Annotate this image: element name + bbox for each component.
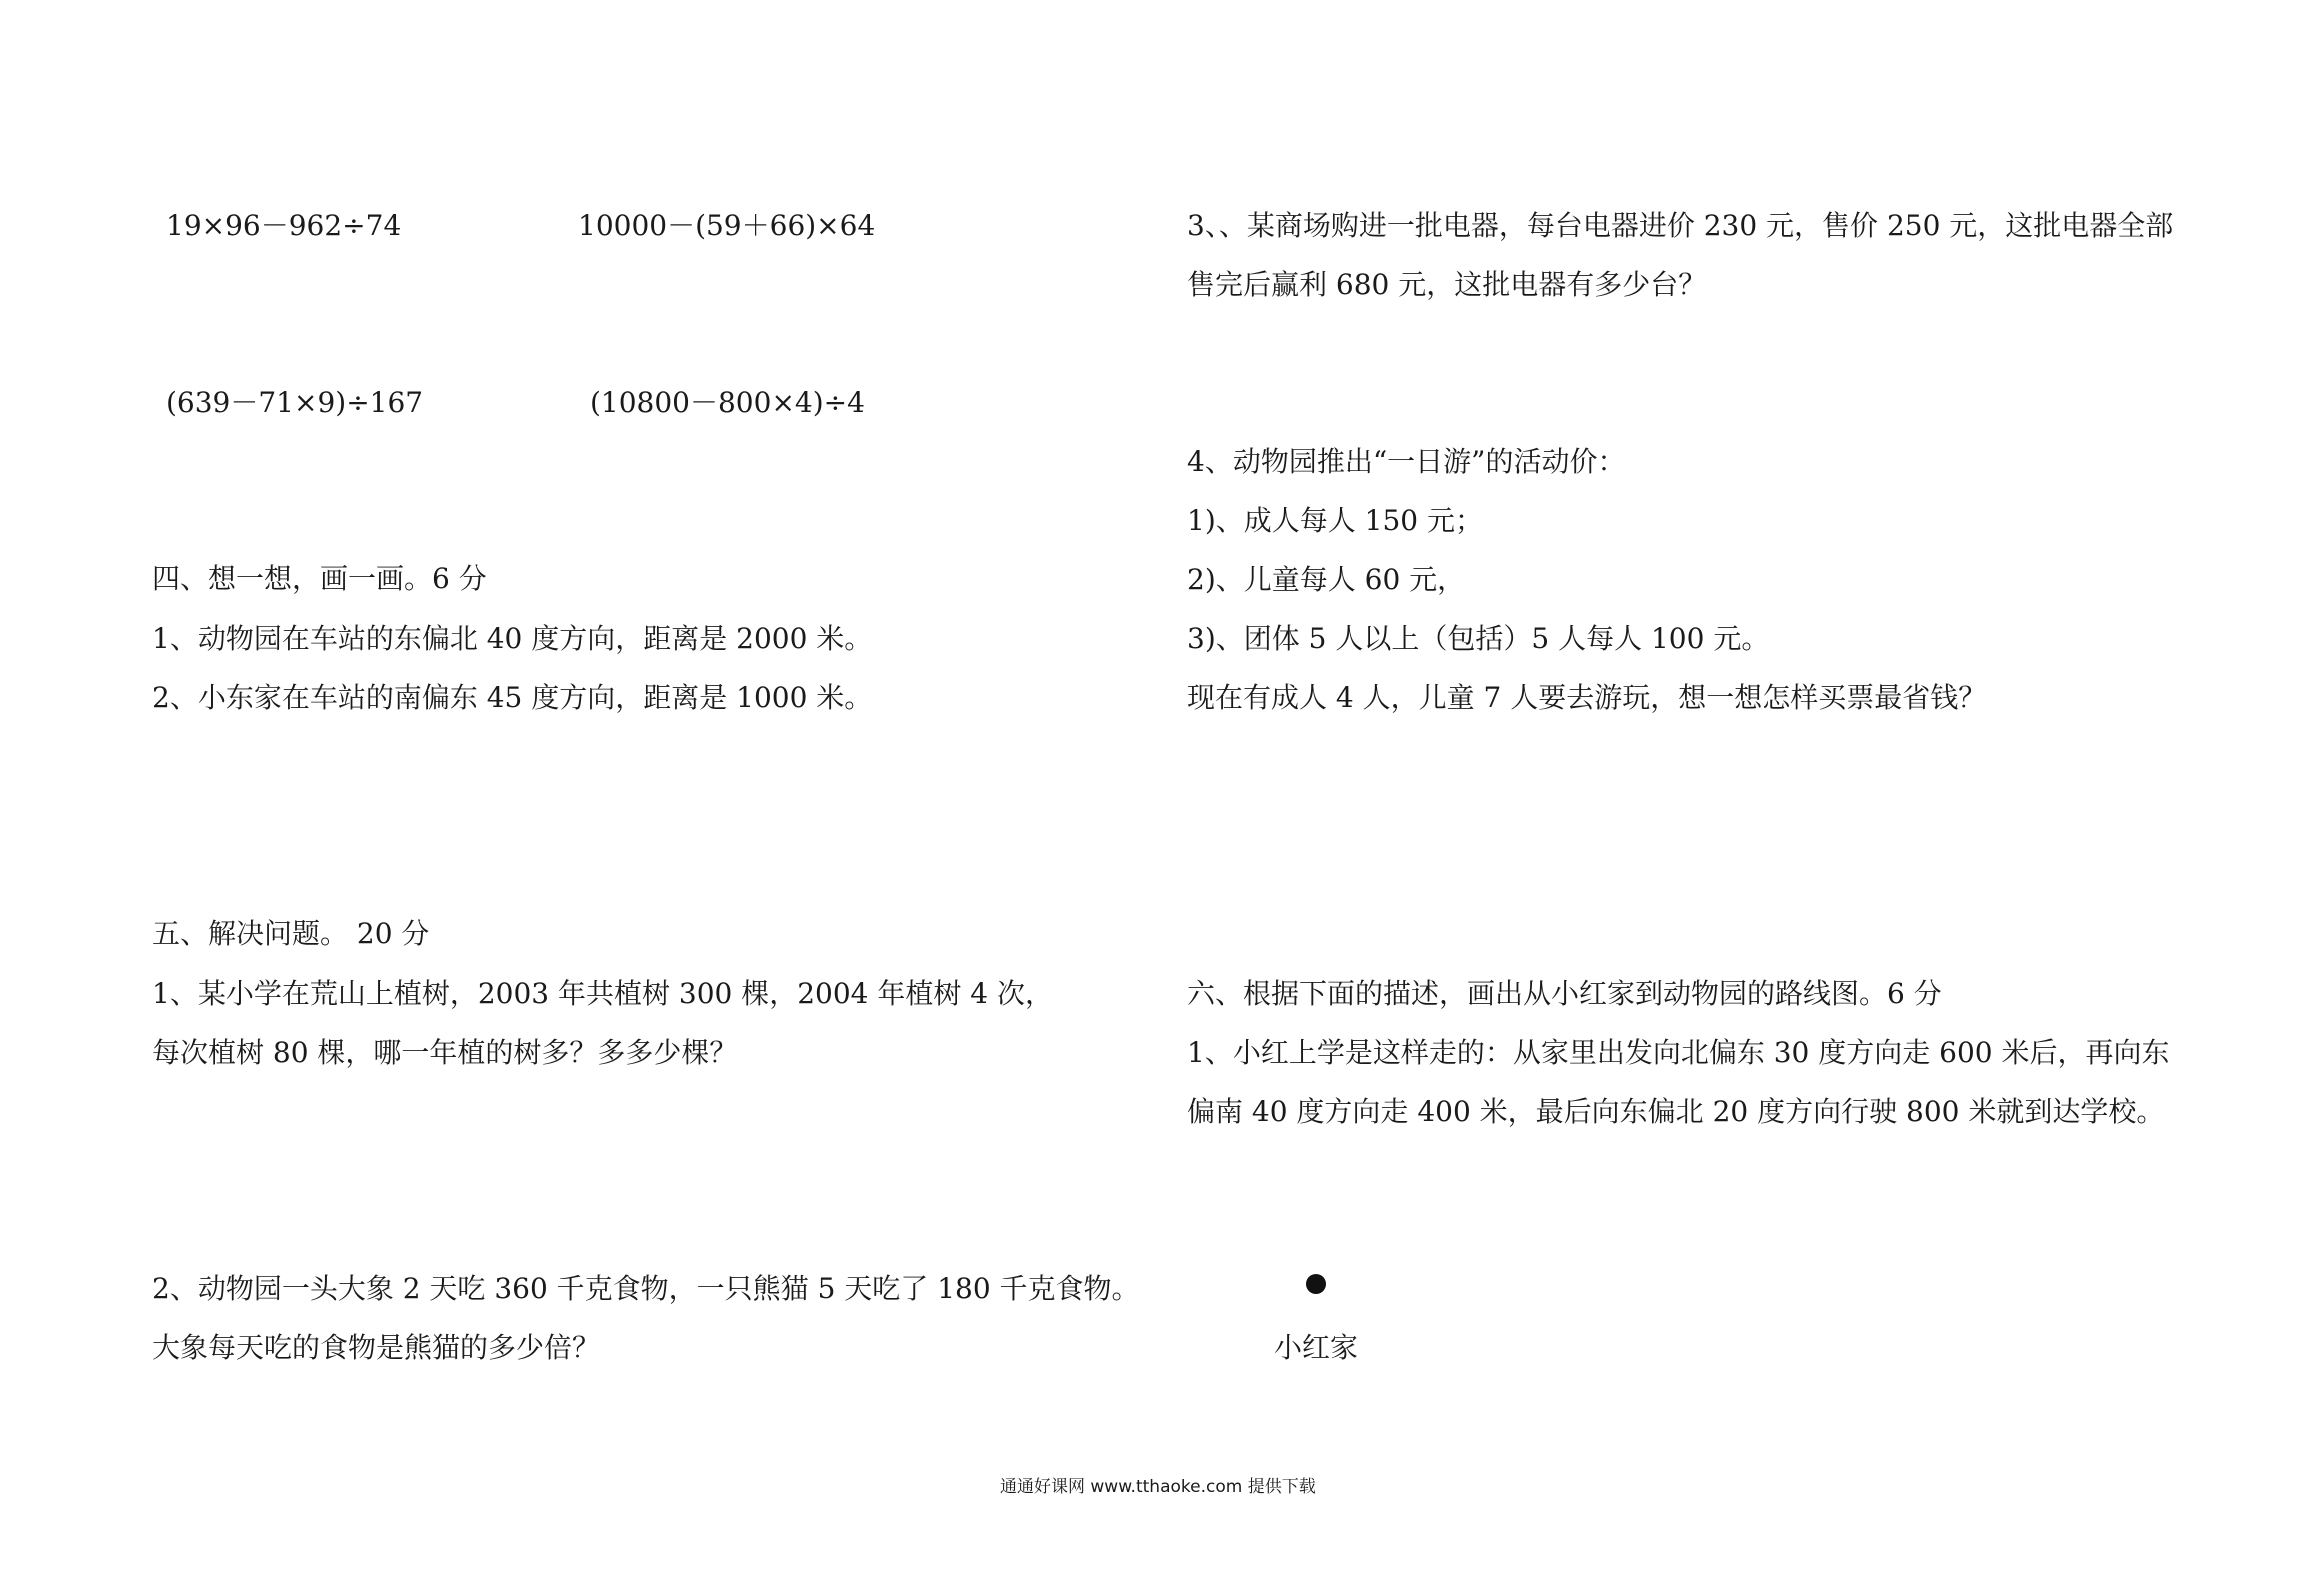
home-label: 小红家 — [1274, 1331, 1359, 1364]
section5-question-2-line1: 2、动物园一头大象 2 天吃 360 千克食物，一只熊猫 5 天吃了 180 千克食物。 — [152, 1272, 1140, 1305]
section5-question-2-line2: 大象每天吃的食物是熊猫的多少倍？ — [152, 1331, 601, 1364]
page-footer: 通通好课网 www.tthaoke.com 提供下载 — [1000, 1477, 1316, 1497]
section4-heading: 四、想一想，画一画。6 分 — [152, 562, 487, 595]
section6-question-1-line2: 偏南 40 度方向走 400 米，最后向东偏北 20 度方向行驶 800 米就到达学校。 — [1187, 1095, 2165, 1128]
section4-question-1: 1、动物园在车站的东偏北 40 度方向，距离是 2000 米。 — [152, 622, 873, 655]
question-4-question: 现在有成人 4 人，儿童 7 人要去游玩，想一想怎样买票最省钱？ — [1187, 681, 1987, 714]
section6-heading: 六、根据下面的描述，画出从小红家到动物园的路线图。6 分 — [1187, 977, 1942, 1010]
question-4-intro: 4、动物园推出“一日游”的活动价： — [1187, 445, 1626, 478]
question-3-line2: 售完后赢利 680 元，这批电器有多少台？ — [1187, 268, 1707, 301]
question-4-option-3: 3)、团体 5 人以上（包括）5 人每人 100 元。 — [1187, 622, 1770, 655]
calc-expression-2: 10000－(59＋66)×64 — [578, 209, 876, 242]
section5-question-1-line1: 1、某小学在荒山上植树，2003 年共植树 300 棵，2004 年植树 4 次， — [152, 977, 1053, 1010]
calc-expression-1: 19×96－962÷74 — [166, 209, 402, 242]
section5-heading: 五、解决问题。 20 分 — [152, 917, 430, 950]
question-4-option-1: 1)、成人每人 150 元； — [1187, 504, 1483, 537]
home-point-marker — [1306, 1274, 1326, 1294]
section4-question-2: 2、小东家在车站的南偏东 45 度方向，距离是 1000 米。 — [152, 681, 873, 714]
section5-question-1-line2: 每次植树 80 棵，哪一年植的树多？多多少棵？ — [152, 1036, 738, 1069]
question-3-line1: 3、、某商场购进一批电器，每台电器进价 230 元，售价 250 元，这批电器全部 — [1187, 209, 2174, 242]
question-4-option-2: 2)、儿童每人 60 元， — [1187, 563, 1466, 596]
calc-expression-4: (10800－800×4)÷4 — [590, 386, 865, 419]
calc-expression-3: (639－71×9)÷167 — [166, 386, 424, 419]
section6-question-1-line1: 1、小红上学是这样走的：从家里出发向北偏东 30 度方向走 600 米后，再向东 — [1187, 1036, 2170, 1069]
